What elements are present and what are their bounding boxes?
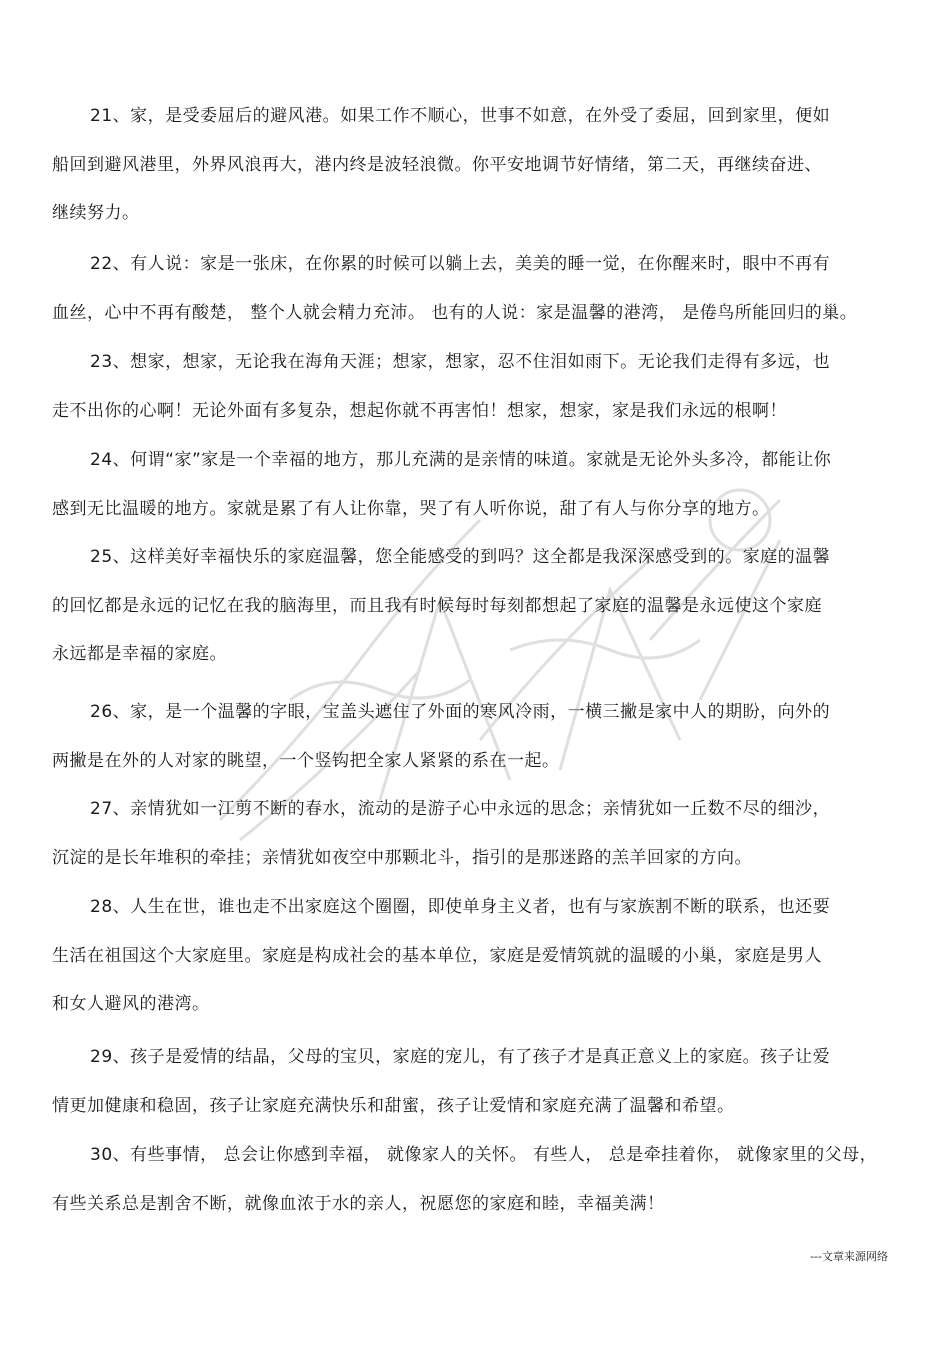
paragraph-line: 有些关系总是割舍不断，就像血浓于水的亲人，祝愿您的家庭和睦，幸福美满！ <box>52 1193 665 1214</box>
paragraph-first-line: 22、有人说：家是一张床，在你累的时候可以躺上去，美美的睡一觉，在你醒来时，眼中不再有 <box>90 254 831 274</box>
paragraph-line: 走不出你的心啊！无论外面有多复杂，想起你就不再害怕！想家，想家，家是我们永远的根啊！ <box>52 400 787 421</box>
paragraph-line: 血丝，心中不再有酸楚， 整个人就会精力充沛。 也有的人说：家是温馨的港湾， 是倦鸟所能回归的巢。 <box>52 302 858 323</box>
paragraph-first-line: 26、家，是一个温馨的字眼，宝盖头遮住了外面的寒风冷雨，一横三撇是家中人的期盼，向外的 <box>90 702 831 722</box>
paragraph-first-line: 29、孩子是爱情的结晶，父母的宝贝，家庭的宠儿，有了孩子才是真正意义上的家庭。孩子让爱 <box>90 1047 831 1067</box>
paragraph-first-line: 21、家，是受委屈后的避风港。如果工作不顺心，世事不如意，在外受了委屈，回到家里，便如 <box>90 106 831 126</box>
paragraph-line: 生活在祖国这个大家庭里。家庭是构成社会的基本单位，家庭是爱情筑就的温暖的小巢，家庭是男人 <box>52 945 822 966</box>
paragraph-line: 船回到避风港里，外界风浪再大，港内终是波轻浪微。你平安地调节好情绪，第二天，再继续奋进、 <box>52 154 822 175</box>
paragraph-line: 的回忆都是永远的记忆在我的脑海里，而且我有时候每时每刻都想起了家庭的温馨是永远使这个家庭 <box>52 595 822 616</box>
paragraph-line: 和女人避风的港湾。 <box>52 994 210 1014</box>
paragraph-line: 情更加健康和稳固，孩子让家庭充满快乐和甜蜜，孩子让爱情和家庭充满了温馨和希望。 <box>52 1095 735 1116</box>
paragraph-first-line: 28、人生在世，谁也走不出家庭这个圈圈，即使单身主义者，也有与家族割不断的联系，也还要 <box>90 897 831 917</box>
paragraph-line: 沉淀的是长年堆积的牵挂；亲情犹如夜空中那颗北斗，指引的是那迷路的羔羊回家的方向。 <box>52 847 752 868</box>
paragraph-first-line: 30、有些事情， 总会让你感到幸福， 就像家人的关怀。 有些人， 总是牵挂着你， 就像家里的父母， <box>90 1145 878 1165</box>
paragraph-line: 继续努力。 <box>52 203 140 223</box>
paragraph-line: 两撇是在外的人对家的眺望，一个竖钩把全家人紧紧的系在一起。 <box>52 750 560 771</box>
paragraph-line: 感到无比温暖的地方。家就是累了有人让你靠，哭了有人听你说，甜了有人与你分享的地方。 <box>52 498 770 519</box>
source-footer: ---文章来源网络 <box>810 1250 888 1263</box>
paragraph-first-line: 24、何谓“家”家是一个幸福的地方，那儿充满的是亲情的味道。家就是无论外头多冷，都能让你 <box>90 450 832 470</box>
paragraph-first-line: 25、这样美好幸福快乐的家庭温馨，您全能感受的到吗？这全都是我深深感受到的。家庭的温馨 <box>90 547 831 567</box>
paragraph-line: 永远都是幸福的家庭。 <box>52 644 227 664</box>
paragraph-first-line: 27、亲情犹如一江剪不断的春水，流动的是游子心中永远的思念；亲情犹如一丘数不尽的细沙， <box>90 799 831 819</box>
paragraph-first-line: 23、想家，想家，无论我在海角天涯；想家，想家，忍不住泪如雨下。无论我们走得有多远，也 <box>90 352 831 372</box>
